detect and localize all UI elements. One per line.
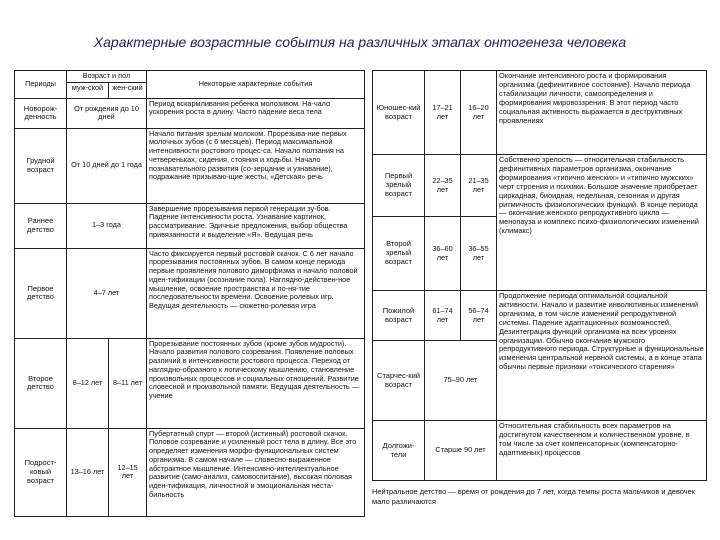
- table-row: [15, 428, 365, 516]
- age-cell: От рождения до 10 дней: [67, 98, 147, 128]
- period-cell: Первое детство: [15, 248, 67, 338]
- table-row: [373, 155, 707, 217]
- period-cell: Подрост-ковый возраст: [15, 428, 67, 516]
- header-periods: Периоды: [15, 71, 67, 99]
- age-male-cell: 22–35 лет: [425, 155, 461, 217]
- table-row: [15, 203, 365, 248]
- period-cell: Раннее детство: [15, 203, 67, 248]
- period-cell: Юношес-кий возраст: [373, 71, 425, 155]
- table-row: [15, 338, 365, 428]
- events-cell: Прорезывание постоянных зубов (кроме зубов мудрости). Начало развития полового созревания. Появление половых различий в интенсивности ростового процесса. Переход от наглядно-образного к логическому мышлению, становление произвольных процессов и социальных отношений. Развитие словесной и произвольной памяти. Ведущая деятельность — учение: [147, 338, 365, 428]
- events-cell: Часто фиксируется первый ростовой скачок. С 6 лет начало прорезывания постоянных зубов. В самом конце периода первые проявления полового диморфизма и начало половой иден-тификации (осознание пола). Наглядно-действен-ное мышление, освоение пространства и по-ня-тие последовательности времени. Освоение ролевых игр. Ведущая деятельность — сюжетно-ролевая игра: [147, 248, 365, 338]
- age-female-cell: 36–55 лет: [461, 217, 497, 291]
- age-female-cell: 21–35 лет: [461, 155, 497, 217]
- events-cell: Пубертатный спурт — второй (истинный) ростовой скачок. Половое созревание и усиленный рост тела в длину. Все это определяет изменения морфо-функциональных систем организма. В самом начале — словесно-выраженное абстрактное мышление. Интенсивно-интеллектуальное развитие (само-анализ, самовоспитание), высокая половая иден-тификация, личностной и эмоциональная неста-бильность: [147, 428, 365, 516]
- period-cell: Грудной возраст: [15, 128, 67, 203]
- right-table: [372, 70, 707, 481]
- page-title: Характерные возрастные события на различных этапах онтогенеза человека: [93, 34, 627, 50]
- events-cell: Завершение прорезывания первой генерации зу-бов. Падение интенсивности роста. Узнавание картинок, рассматривание. Эдичные предложения, выбор общества привязанности и выделение «Я». Ведущая речь: [147, 203, 365, 248]
- events-cell: Продолжение периода оптимальной социальной активности. Начало и развитие инволютивных изменений организма, в том числе изменений репродуктивной системы. Падение адаптационных возможностей. Дезинтеграция функций организма на всех уровнях организации. Обычно окончание мужского репродуктивного периода. Структурные и функциональные изменения центральной нервной системы, а в конце этапа обычны первые признаки «токсического старения»: [497, 291, 707, 421]
- events-cell: Начало питания зрелым молоком. Прорезыва-ние первых молочных зубов (с 6 месяцев). Период максимальной интенсивности ростового процес-са. Начало ползания на четвереньках, сидения, стояния и ходьбы. Начало познавательного развития (со-зерцание и узнавание), подражание призываю-щие жесты, «Детская» речь: [147, 128, 365, 203]
- age-female-cell: 16–20 лет: [461, 71, 497, 155]
- table-row: [15, 128, 365, 203]
- age-male-cell: 8–12 лет: [67, 338, 109, 428]
- age-cell: 75–90 лет: [425, 341, 497, 421]
- period-cell: Второе детство: [15, 338, 67, 428]
- table-row: [373, 421, 707, 481]
- age-female-cell: 12–15 лет: [109, 428, 147, 516]
- age-female-cell: 8–11 лет: [109, 338, 147, 428]
- age-male-cell: 13–16 лет: [67, 428, 109, 516]
- age-cell: От 10 дней до 1 года: [67, 128, 147, 203]
- header-age-group: Возраст и пол: [67, 71, 147, 83]
- age-female-cell: 56–74 лет: [461, 291, 497, 341]
- events-cell: Окончание интенсивного роста и формирования организма (дефинитивное состояние). Начало периода стабилизации личности, самоопределения и формирования мировоззрения. В этот период часто социальная активность выражается в деструктивных проявлениях: [497, 71, 707, 155]
- table-row: [373, 71, 707, 155]
- age-male-cell: 17–21 лет: [425, 71, 461, 155]
- period-cell: Пожилой возраст: [373, 291, 425, 341]
- age-cell: 1–3 года: [67, 203, 147, 248]
- age-male-cell: 36–60 лет: [425, 217, 461, 291]
- events-cell: Относительная стабильность всех параметров на достигнутом качественном и количественном уровне, в том числе за счет компенсаторных (компенсаторно-адаптивных) процессов: [497, 421, 707, 481]
- table-row: [15, 248, 365, 338]
- period-cell: Второй зрелый возраст: [373, 217, 425, 291]
- age-cell: 4–7 лет: [67, 248, 147, 338]
- age-cell: Старше 90 лет: [425, 421, 497, 481]
- period-cell: Старчес-кий возраст: [373, 341, 425, 421]
- period-cell: Первый зрелый возраст: [373, 155, 425, 217]
- header-male: муж-ской: [67, 82, 109, 98]
- left-table: [14, 70, 365, 517]
- footnote: Нейтральное детство — время от рождения до 7 лет, когда темпы роста мальчиков и девочек мало различаются: [372, 487, 695, 506]
- age-male-cell: 61–74 лет: [425, 291, 461, 341]
- events-cell: Собственно зрелость — относительная стабильность дефинитивных параметров организма, окончание формирования «типично женских» и «типично мужских» черт строения и психики. Большое значение приобретает циркадная, биоидная, недельная, сезонная и другая ритмичность физиологических функций. В конце периода — окончание женского репродуктивного цикла — менопауза и комплекс психо-физиологических изменений (климакс): [497, 155, 707, 291]
- period-cell: Новорож-денность: [15, 98, 67, 128]
- events-cell: Период вскармливания ребенка молозивом. На-чало ускорения роста в длину. Часто падение веса тела: [147, 98, 365, 128]
- header-features: Некоторые характерные события: [147, 71, 365, 99]
- table-row: [15, 98, 365, 128]
- period-cell: Долгожи-тели: [373, 421, 425, 481]
- header-female: жен-ский: [109, 82, 147, 98]
- table-row: [373, 291, 707, 341]
